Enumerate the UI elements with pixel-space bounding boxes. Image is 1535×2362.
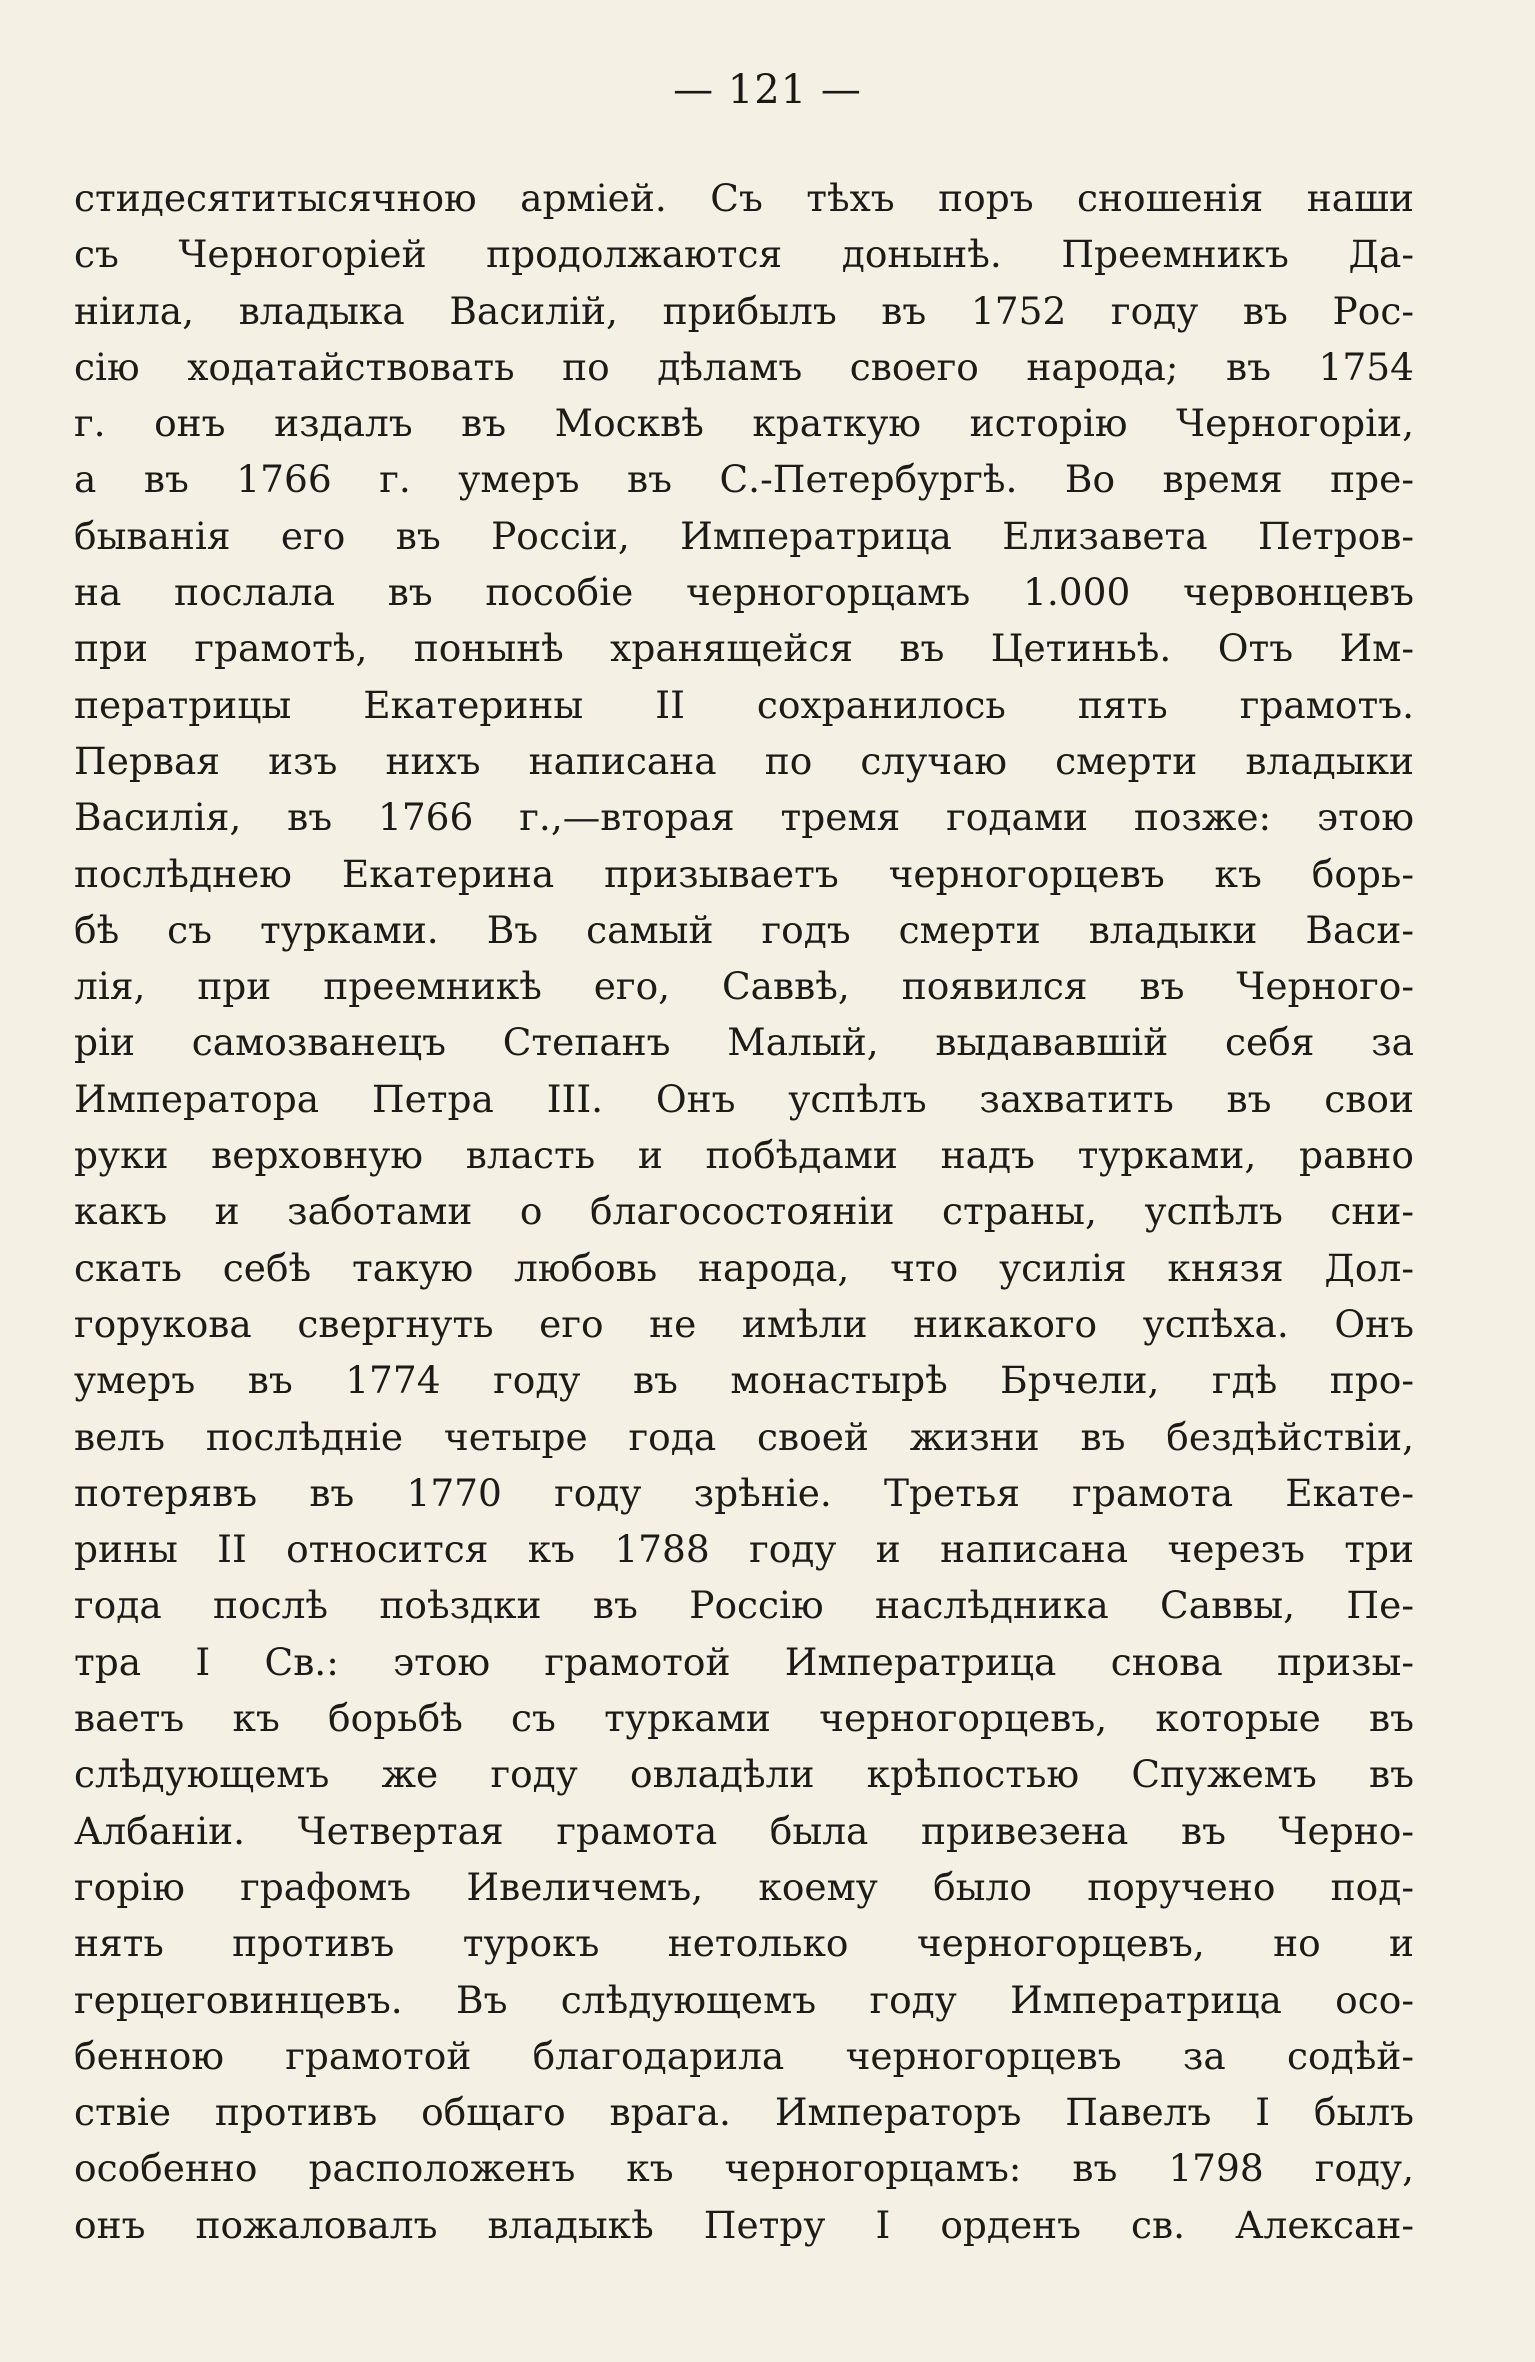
text-line: Первая изъ нихъ написана по случаю смерти владыки bbox=[74, 738, 1414, 783]
text-line: лія, при преемникѣ его, Саввѣ, появился въ Черного- bbox=[74, 964, 1414, 1009]
page-number: — 121 — bbox=[673, 67, 862, 113]
text-line: на послала въ пособіе черногорцамъ 1.000 червонцевъ bbox=[74, 570, 1414, 615]
text-line: Василія, въ 1766 г.,—вторая тремя годами позже: этою bbox=[74, 795, 1414, 840]
text-line: ніила, владыка Василій, прибылъ въ 1752 году въ Рос- bbox=[74, 288, 1414, 333]
text-line: быванія его въ Россіи, Императрица Елизавета Петров- bbox=[74, 513, 1414, 558]
text-line: тра I Св.: этою грамотой Императрица снова призы- bbox=[74, 1639, 1414, 1684]
text-line: бенною грамотой благодарила черногорцевъ за содѣй- bbox=[74, 2033, 1414, 2078]
text-line: стидесятитысячною арміей. Съ тѣхъ поръ сношенія наши bbox=[74, 176, 1414, 220]
text-line: руки верховную власть и побѣдами надъ турками, равно bbox=[74, 1133, 1414, 1178]
text-line: умеръ въ 1774 году въ монастырѣ Брчели, гдѣ про- bbox=[74, 1358, 1414, 1403]
text-line: онъ пожаловалъ владыкѣ Петру I орденъ св. Алексан- bbox=[74, 2202, 1414, 2247]
text-line: ператрицы Екатерины II сохранилось пять грамотъ. bbox=[74, 682, 1414, 727]
text-line: г. онъ издалъ въ Москвѣ краткую исторію Черногоріи, bbox=[74, 401, 1414, 446]
text-line: какъ и заботами о благосостояніи страны, успѣлъ сни- bbox=[74, 1189, 1414, 1234]
text-line: нять противъ турокъ нетолько черногорцевъ, но и bbox=[74, 1921, 1414, 1966]
text-line: велъ послѣдніе четыре года своей жизни въ бездѣйствіи, bbox=[74, 1414, 1414, 1459]
body-text bbox=[74, 170, 1414, 2253]
text-line: Императора Петра III. Онъ успѣлъ захватить въ свои bbox=[74, 1076, 1414, 1121]
text-line: съ Черногоріей продолжаются донынѣ. Преемникъ Да- bbox=[74, 232, 1414, 277]
text-line: ствіе противъ общаго врага. Императоръ Павелъ I былъ bbox=[74, 2090, 1414, 2135]
text-line: послѣднею Екатерина призываетъ черногорцевъ къ борь- bbox=[74, 851, 1414, 896]
text-line: ваетъ къ борьбѣ съ турками черногорцевъ, которые въ bbox=[74, 1696, 1414, 1741]
text-line: сію ходатайствовать по дѣламъ своего народа; въ 1754 bbox=[74, 344, 1414, 389]
text-line: горукова свергнуть его не имѣли никакого успѣха. Онъ bbox=[74, 1301, 1414, 1346]
text-line: бѣ съ турками. Въ самый годъ смерти владыки Васи- bbox=[74, 907, 1414, 952]
text-line: а въ 1766 г. умеръ въ С.-Петербургѣ. Во время пре- bbox=[74, 457, 1414, 502]
text-line: слѣдующемъ же году овладѣли крѣпостью Спужемъ въ bbox=[74, 1752, 1414, 1797]
text-line: при грамотѣ, понынѣ хранящейся въ Цетиньѣ. Отъ Им- bbox=[74, 626, 1414, 671]
text-line: горію графомъ Ивеличемъ, коему было поручено под- bbox=[74, 1864, 1414, 1909]
text-line: года послѣ поѣздки въ Россію наслѣдника Саввы, Пе- bbox=[74, 1583, 1414, 1628]
text-line: ріи самозванецъ Степанъ Малый, выдававшій себя за bbox=[74, 1020, 1414, 1065]
text-line: скать себѣ такую любовь народа, что усилія князя Дол- bbox=[74, 1245, 1414, 1290]
text-line: Албаніи. Четвертая грамота была привезена въ Черно- bbox=[74, 1808, 1414, 1853]
text-line: потерявъ въ 1770 году зрѣніе. Третья грамота Екате- bbox=[74, 1470, 1414, 1515]
text-line: особенно расположенъ къ черногорцамъ: въ 1798 году, bbox=[74, 2146, 1414, 2191]
text-line: рины II относится къ 1788 году и написана черезъ три bbox=[74, 1527, 1414, 1572]
text-line: герцеговинцевъ. Въ слѣдующемъ году Императрица осо- bbox=[74, 1977, 1414, 2022]
